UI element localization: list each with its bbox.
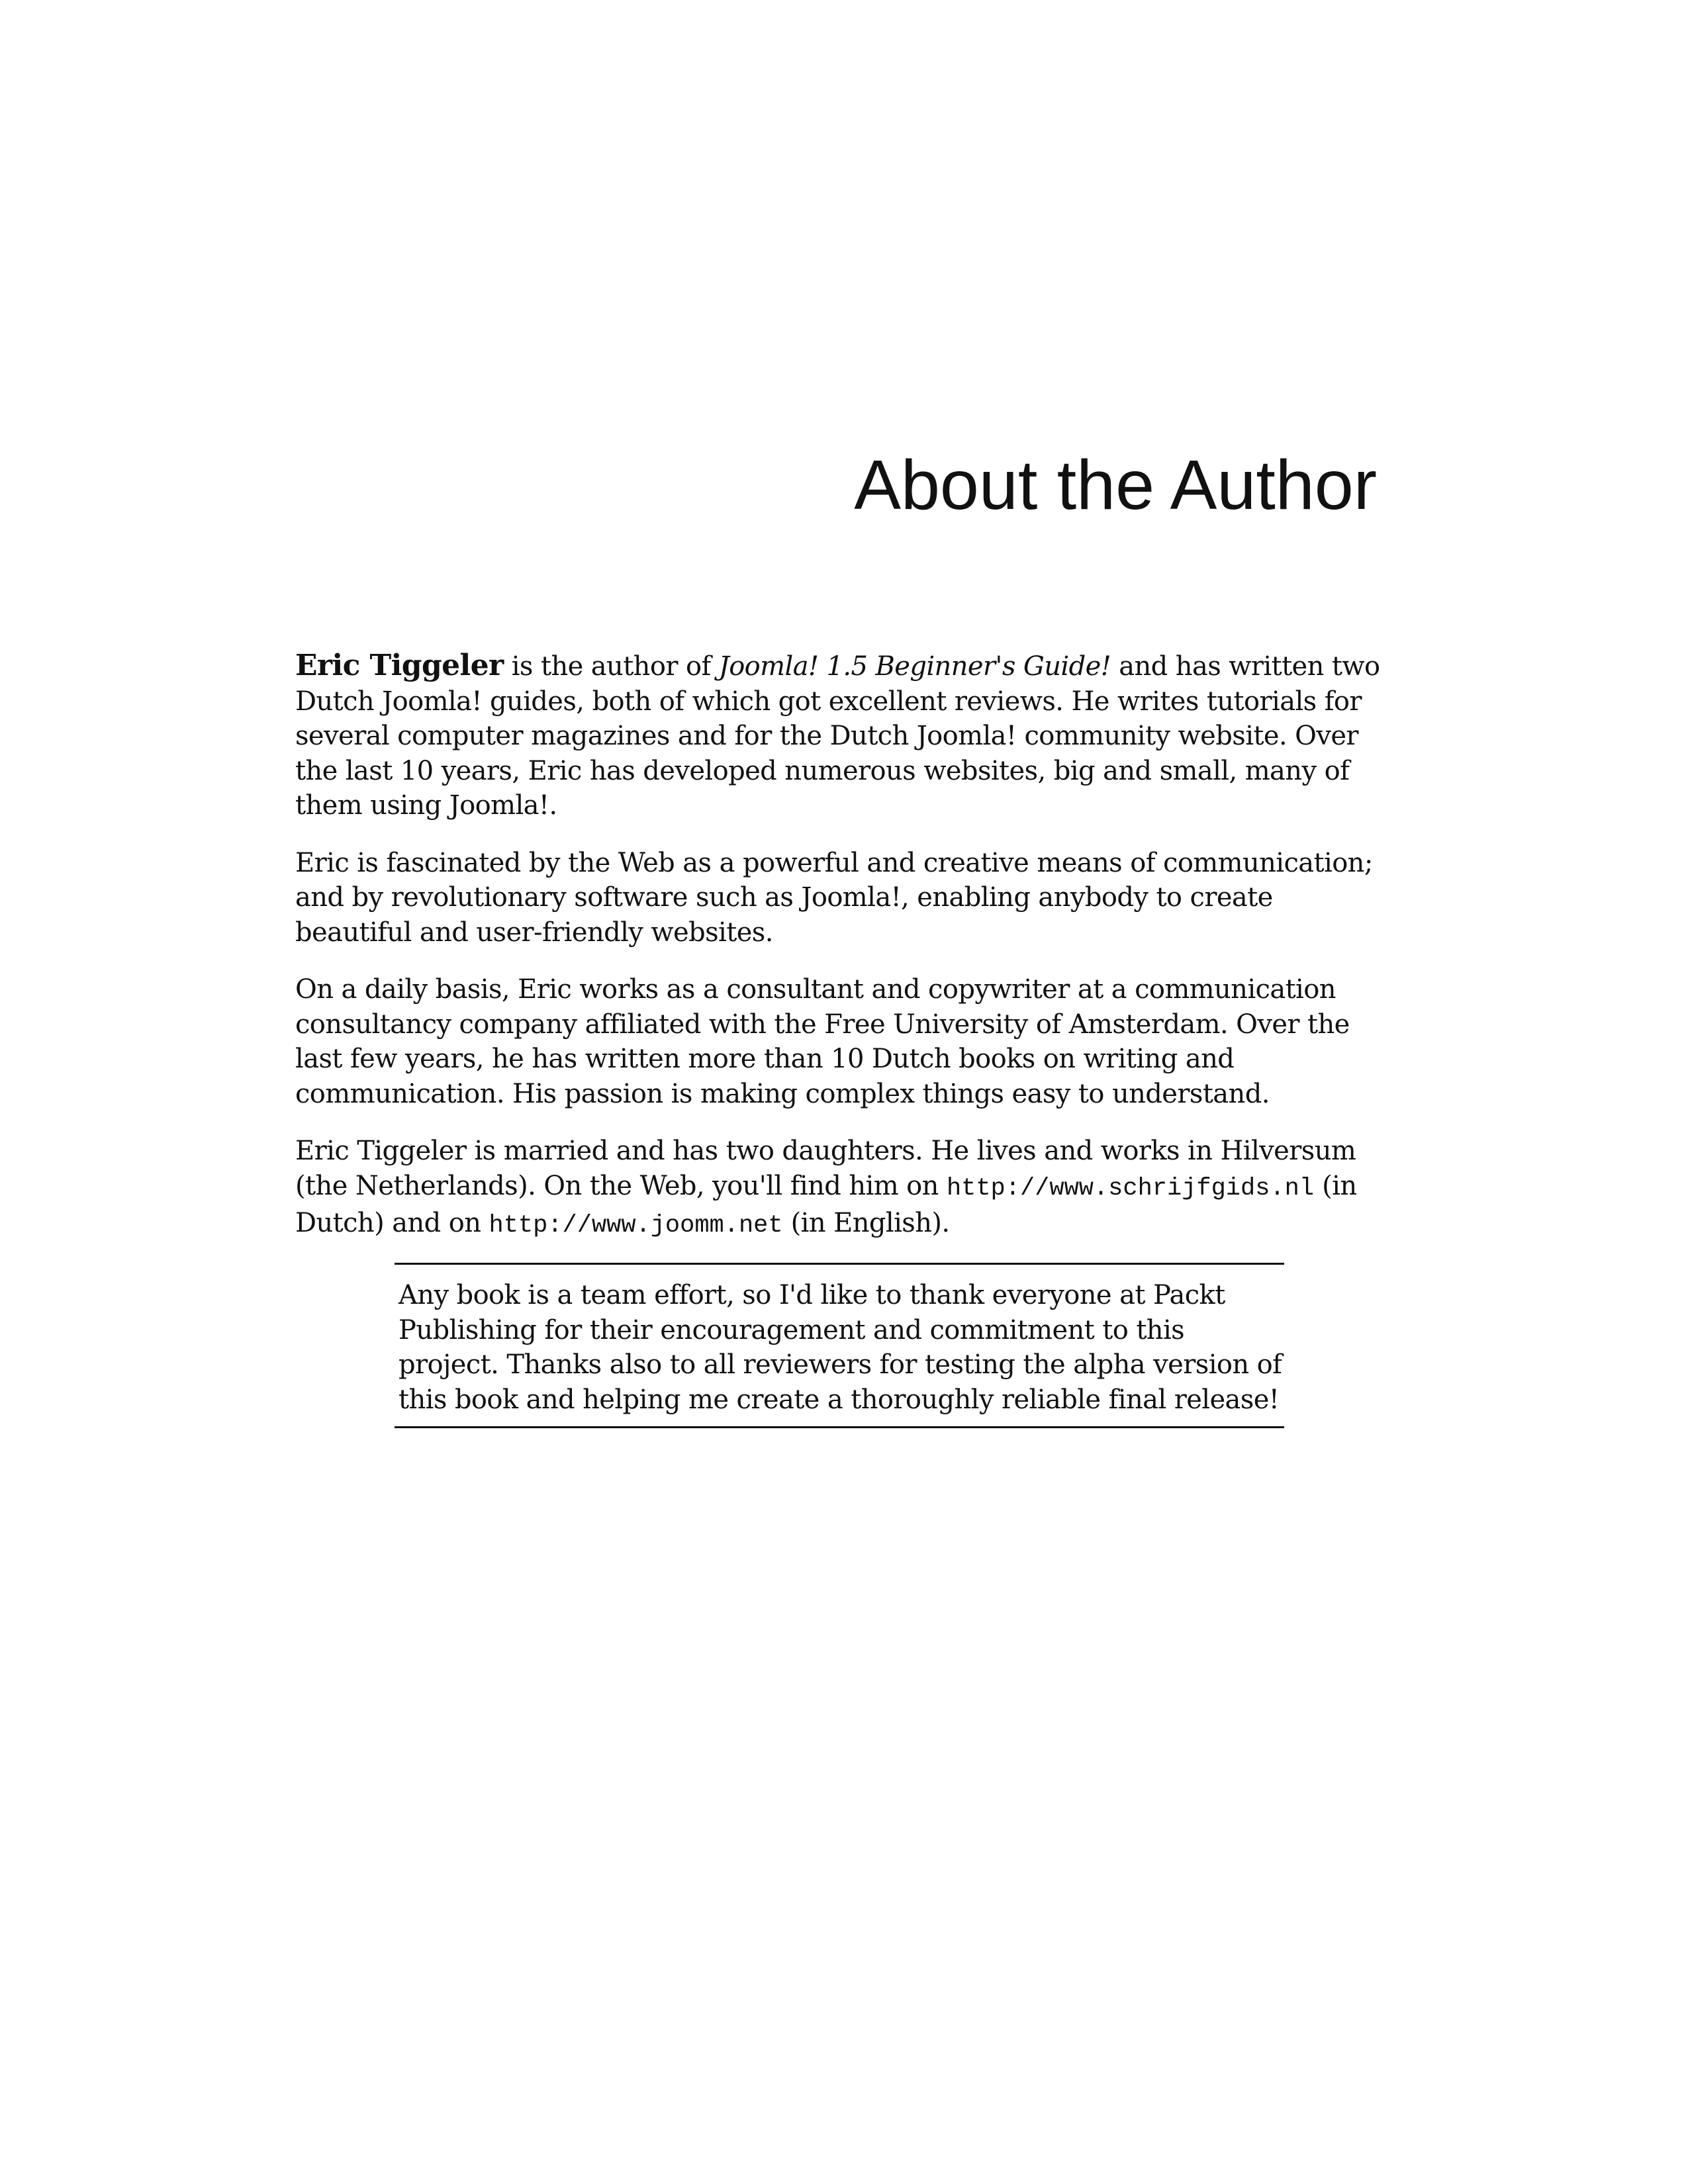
chapter-title: About the Author xyxy=(854,446,1377,524)
bio-text: is the author of xyxy=(503,651,719,682)
acknowledgement-text: Any book is a team effort, so I'd like to thank everyone at Packt Publishing for their encouragement and commitment to this project. Thanks also to all reviewers for testing the alpha version of this book and helping me create a thoroughly reliable final release! xyxy=(399,1280,1282,1415)
book-title: Joomla! 1.5 Beginner's Guide! xyxy=(718,651,1111,682)
bio-paragraph-3: On a daily basis, Eric works as a consultant and copywriter at a communication consultancy company affiliated with the Free University of Amsterdam. Over the last few years, he has written more than 10 Dutch books on writing and communication. His passion is making complex things easy to understand. xyxy=(295,974,1350,1109)
bio-text: (in Dutch) and on xyxy=(295,1170,1357,1238)
url-joomm: http://www.joomm.net xyxy=(489,1212,783,1240)
acknowledgement-box xyxy=(395,1263,1284,1428)
bio-text: (in English). xyxy=(782,1208,950,1238)
bio-text: and has written two Dutch Joomla! guides, both of which got excellent reviews. He writes tutorials for several computer magazines and for the Dutch Joomla! community website. Over the last 10 years, Eric has developed numerous websites, big and small, many of them using Joomla!. xyxy=(295,651,1380,821)
bio-text: Eric Tiggeler is married and has two daughters. He lives and works in Hilversum (the Netherlands). On the Web, you'll find him on xyxy=(295,1136,1356,1201)
bio-paragraph-2: Eric is fascinated by the Web as a powerful and creative means of communication; and by revolutionary software such as Joomla!, enabling anybody to create beautiful and user-friendly websites. xyxy=(295,847,1373,948)
bio-paragraph-4 xyxy=(295,1134,1381,1244)
author-name: Eric Tiggeler xyxy=(295,649,504,682)
bio-paragraph-1 xyxy=(295,649,1381,823)
author-bio xyxy=(295,649,1381,1266)
url-schrijfgids: http://www.schrijfgids.nl xyxy=(946,1174,1315,1203)
